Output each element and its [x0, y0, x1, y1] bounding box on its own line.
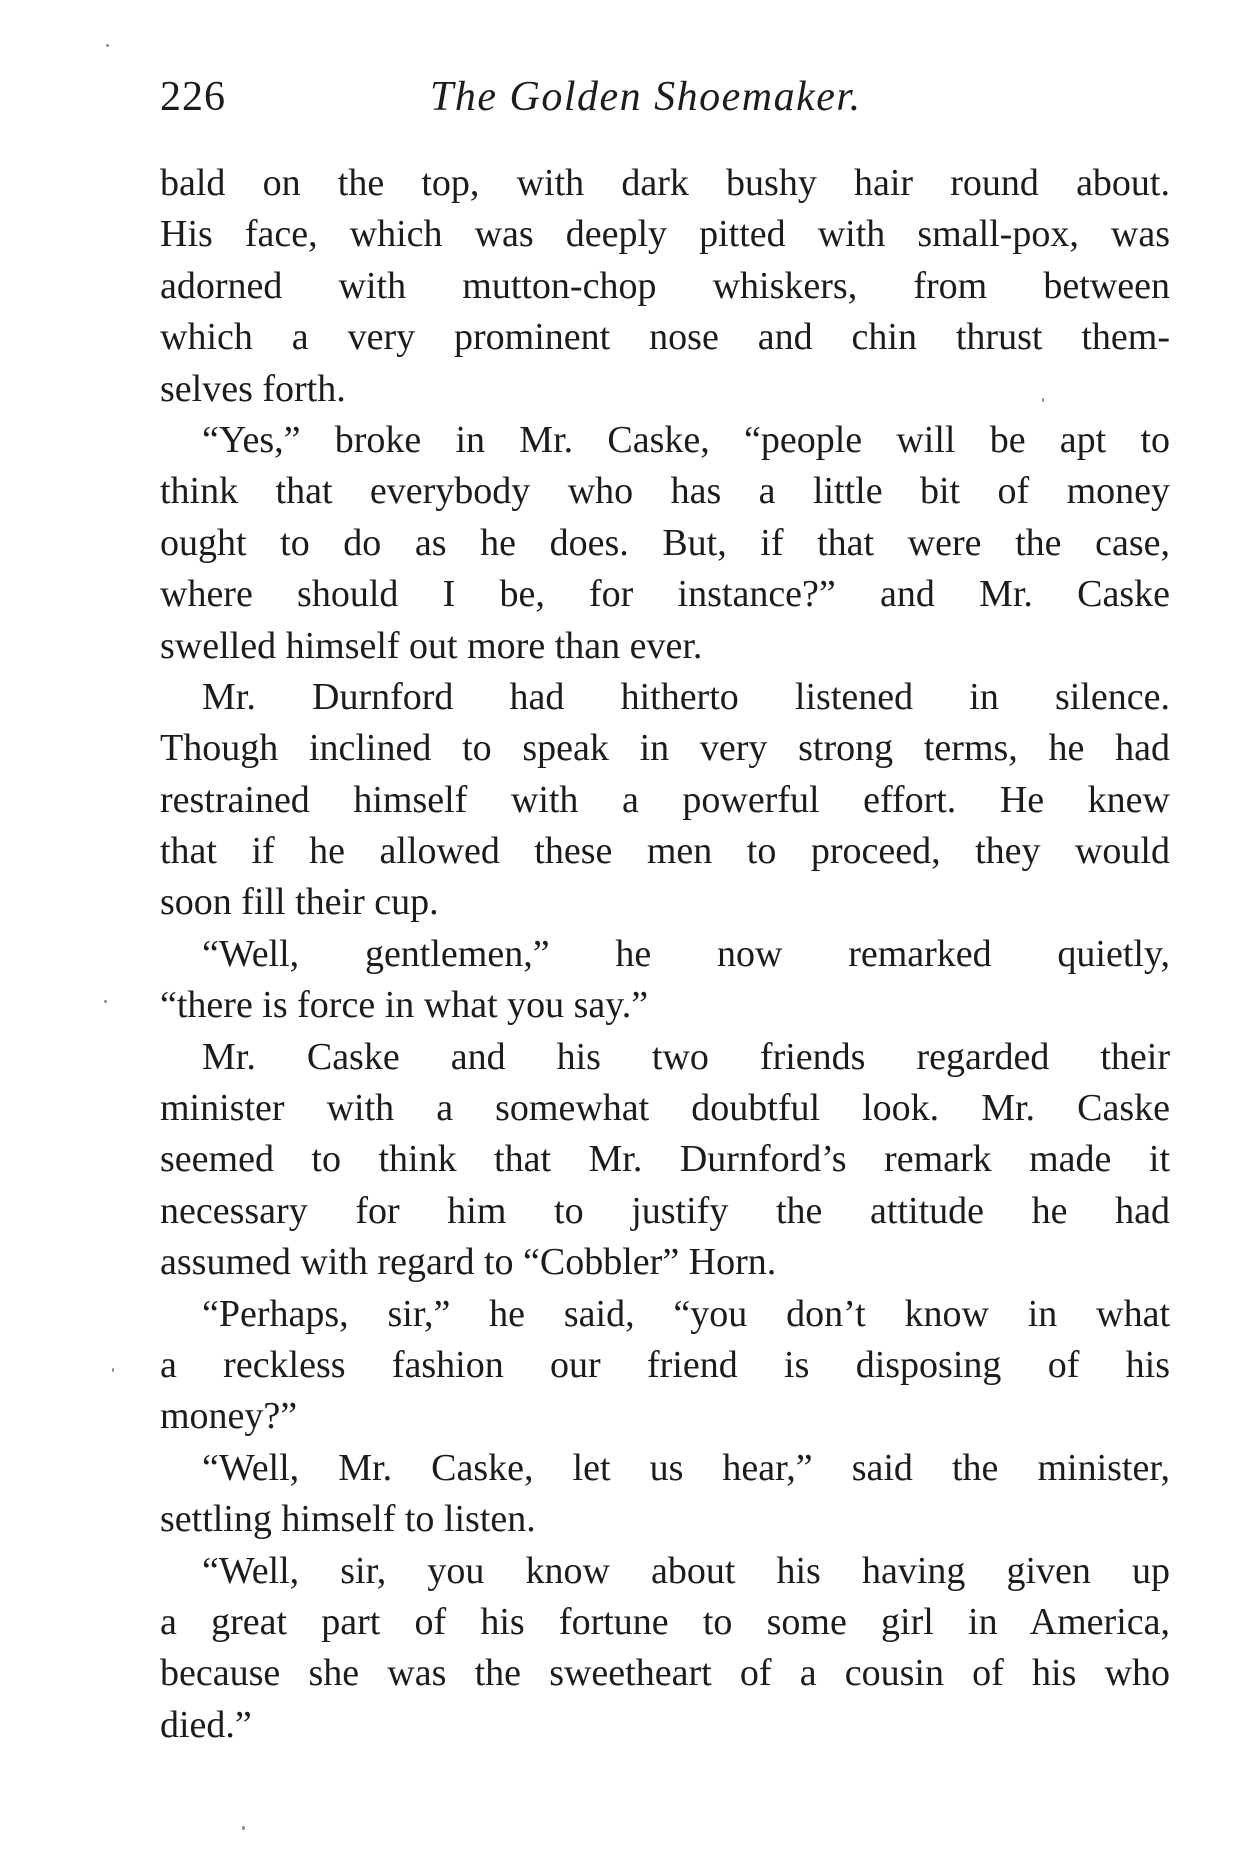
text-line: Mr. Durnford had hitherto listened in silence.	[202, 675, 1170, 718]
text-line: ought to do as he does. But, if that were the case,	[160, 521, 1170, 564]
paper-speck	[242, 1826, 245, 1830]
text-line: “Well, gentlemen,” he now remarked quietly,	[202, 932, 1170, 975]
running-title: The Golden Shoemaker.	[430, 74, 862, 120]
page-number: 226	[160, 74, 226, 120]
paragraph	[160, 1032, 1170, 1289]
text-line: where should I be, for instance?” and Mr. Caske	[160, 573, 1170, 616]
text-line: His face, which was deeply pitted with small-pox, was	[160, 213, 1170, 256]
text-line: that if he allowed these men to proceed, they would	[160, 830, 1170, 873]
text-line: a reckless fashion our friend is disposing of his	[160, 1343, 1170, 1386]
text-line: soon fill their cup.	[160, 881, 439, 924]
running-head	[160, 62, 1170, 132]
paragraph	[160, 1443, 1170, 1546]
text-line: selves forth.	[160, 367, 346, 410]
text-line: minister with a somewhat doubtful look. Mr. Caske	[160, 1087, 1170, 1130]
text-line: “Yes,” broke in Mr. Caske, “people will be apt to	[202, 418, 1170, 461]
text-line: money?”	[160, 1395, 298, 1438]
paragraph	[160, 929, 1170, 1032]
text-line: necessary for him to justify the attitude he had	[160, 1189, 1170, 1232]
text-line: think that everybody who has a little bit of money	[160, 470, 1170, 513]
paragraph	[160, 672, 1170, 929]
text-line: because she was the sweetheart of a cousin of his who	[160, 1652, 1170, 1695]
text-line: “Perhaps, sir,” he said, “you don’t know in what	[202, 1292, 1170, 1335]
text-line: assumed with regard to “Cobbler” Horn.	[160, 1241, 777, 1284]
text-line: settling himself to listen.	[160, 1498, 536, 1541]
paragraph	[160, 1289, 1170, 1443]
paper-speck	[1042, 398, 1044, 402]
paper-speck	[112, 1368, 114, 1372]
paragraph	[160, 415, 1170, 672]
paragraph	[160, 158, 1170, 415]
text-line: restrained himself with a powerful effort. He knew	[160, 778, 1170, 821]
text-line: Mr. Caske and his two friends regarded their	[202, 1035, 1170, 1078]
text-line: a great part of his fortune to some girl in America,	[160, 1600, 1170, 1643]
text-line: “Well, Mr. Caske, let us hear,” said the minister,	[202, 1446, 1170, 1489]
text-line: “Well, sir, you know about his having given up	[202, 1549, 1170, 1592]
paper-speck	[106, 44, 109, 47]
paper-speck	[104, 1000, 107, 1003]
text-line: seemed to think that Mr. Durnford’s remark made it	[160, 1138, 1170, 1181]
text-line: swelled himself out more than ever.	[160, 624, 703, 667]
body-text	[160, 158, 1170, 1751]
text-line: which a very prominent nose and chin thrust them-	[160, 316, 1170, 359]
paragraph	[160, 1546, 1170, 1752]
text-line: Though inclined to speak in very strong terms, he had	[160, 727, 1170, 770]
text-line: adorned with mutton-chop whiskers, from between	[160, 264, 1170, 307]
text-line: “there is force in what you say.”	[160, 984, 649, 1027]
text-line: died.”	[160, 1703, 252, 1746]
text-line: bald on the top, with dark bushy hair round about.	[160, 162, 1170, 204]
